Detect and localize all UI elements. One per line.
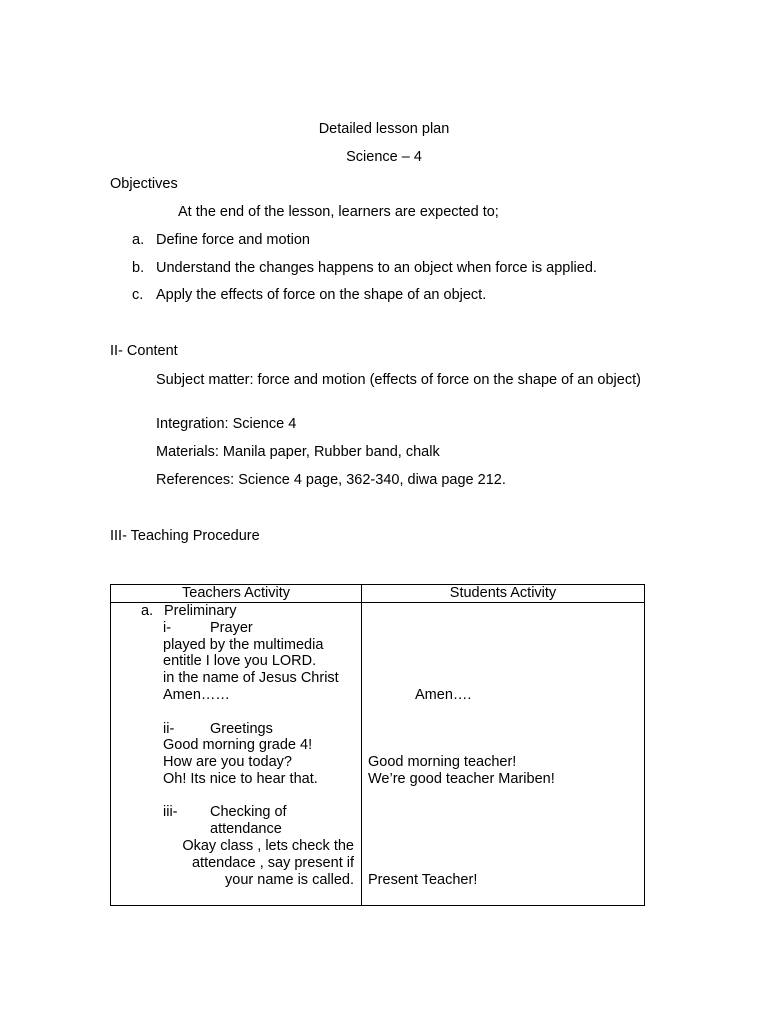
student-response: We’re good teacher Mariben! [368,771,555,787]
student-response: Present Teacher! [368,872,478,888]
table-header-row [111,585,645,603]
greetings-line: Good morning grade 4! [163,737,313,753]
prayer-line: entitle I love you LORD. [163,653,317,669]
greetings-line: How are you today? [163,754,292,770]
prayer-line: Amen…… [163,687,230,703]
document-subject: Science – 4 [346,149,422,165]
teachers-activity-header: Teachers Activity [111,585,362,603]
content-subject-matter: Subject matter: force and motion (effects of force on the shape of an object) [156,372,641,388]
students-activity-cell [362,603,645,906]
attendance-label: attendance [210,821,282,837]
prayer-marker: i- [163,620,172,636]
list-marker: b. [132,260,145,276]
objectives-heading: Objectives [110,176,178,192]
list-item-text: Apply the effects of force on the shape of an object. [156,287,487,303]
greetings-label: Greetings [210,721,273,737]
prayer-line: in the name of Jesus Christ [163,670,339,686]
attendance-line: Okay class , lets check the [182,838,354,854]
greetings-marker: ii- [163,721,175,737]
attendance-line: your name is called. [225,872,354,888]
students-activity-header: Students Activity [362,585,645,603]
teachers-activity-cell [111,603,362,906]
content-references: References: Science 4 page, 362-340, diwa page 212. [156,472,506,488]
attendance-marker: iii- [163,804,178,820]
attendance-label: Checking of [210,804,287,820]
document-title: Detailed lesson plan [318,121,450,137]
content-heading: II- Content [110,343,178,359]
list-item-text: Understand the changes happens to an object when force is applied. [156,260,597,276]
student-response: Amen…. [415,687,472,703]
list-marker: c. [132,287,144,303]
attendance-line: attendace , say present if [191,855,354,871]
greetings-line: Oh! Its nice to hear that. [163,771,318,787]
table-row [111,603,645,906]
list-item-text: Define force and motion [156,232,310,248]
prayer-line: played by the multimedia [163,637,324,653]
content-materials: Materials: Manila paper, Rubber band, chalk [156,444,440,460]
prayer-label: Prayer [210,620,253,636]
student-response: Good morning teacher! [368,754,517,770]
procedure-table [110,584,645,906]
list-marker: a. [132,232,145,248]
content-integration: Integration: Science 4 [156,416,297,432]
section-marker: a. [141,603,154,619]
procedure-heading: III- Teaching Procedure [110,528,260,544]
objectives-intro: At the end of the lesson, learners are expected to; [178,204,499,220]
section-label: Preliminary [164,603,237,619]
